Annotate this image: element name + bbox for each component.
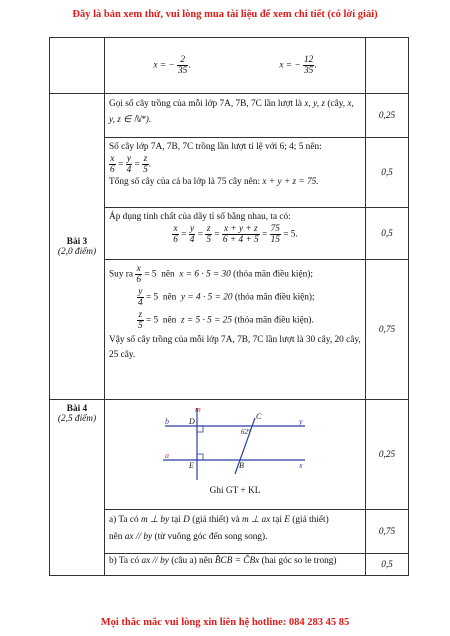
top-left-fraction: $\frac{2}{35}$ bbox=[178, 55, 188, 76]
bai4-label: Bài 4 (2,5 điểm) bbox=[50, 400, 105, 576]
bai3-row2: Số cây lớp 7A, 7B, 7C trồng lần lượt tỉ lệ với 6; 4; 5 nên: $\frac{x}{6}$ = $\frac{y}{4}$ = $\frac{z}{5}$ . Tổng số cây của cả ba lớp là 75 cây nên: x + y + z = 75. bbox=[105, 138, 366, 208]
solution-table bbox=[49, 37, 409, 576]
label-C: C bbox=[256, 412, 262, 421]
bai3-row2-score: 0,5 bbox=[366, 138, 409, 208]
label-a: a bbox=[165, 451, 169, 460]
dãy-tỉ-số-equation: $\frac{x}{6}$ = $\frac{y}{4}$ = $\frac{z}{5}$ = $\frac{x + y + z}{6 + 4 + 5}$ = $\frac{75}{15}$ = 5. bbox=[173, 224, 298, 245]
bai3-row1-score: 0,25 bbox=[366, 94, 409, 138]
footer-banner: Mọi thắc mắc vui lòng xin liên hệ hotline: 084 283 45 85 bbox=[100, 617, 350, 628]
bai4-figure-score: 0,25 bbox=[366, 400, 409, 510]
top-left-expr: x = − bbox=[153, 60, 175, 71]
bai3-label: Bài 3 (2,0 điểm) bbox=[50, 94, 105, 400]
bai4-row-a-score: 0,75 bbox=[366, 510, 409, 554]
label-E: E bbox=[189, 461, 194, 470]
gt-kl: Ghi GT + KL bbox=[209, 486, 261, 496]
bai4-row-b: b) Ta có ax // by (câu a) nên B̂CB = ĈBx (hai góc so le trong) bbox=[105, 554, 366, 576]
label-angle: 62° bbox=[241, 428, 251, 436]
table-row bbox=[50, 94, 409, 138]
label-m: m bbox=[195, 405, 201, 414]
label-D: D bbox=[189, 417, 195, 426]
bai3-row1: Gọi số cây trồng của mỗi lớp 7A, 7B, 7C lần lượt là x, y, z (cây, x, y, z ∈ ℕ*). bbox=[105, 94, 366, 138]
label-y: y bbox=[299, 417, 303, 426]
header-banner: Đây là bản xem thử, vui lòng mua tài liệu để xem chi tiết (có lời giải) bbox=[72, 9, 378, 20]
ratio-equation: $\frac{x}{6}$ = $\frac{y}{4}$ = $\frac{z}{5}$ . bbox=[110, 154, 152, 175]
bai3-row3-score: 0,5 bbox=[366, 208, 409, 260]
bai4-row-a: a) Ta có m ⊥ by tại D (giả thiết) và m ⊥ ax tại E (giả thiết) nên ax // by (từ vuông góc đến song song). bbox=[105, 510, 366, 554]
bai4-figure-cell bbox=[105, 400, 366, 510]
bai3-row4: Suy ra $\frac{x}{6}$ = 5 nên x = 6 · 5 = 30 (thỏa mãn điều kiện); $\frac{y}{4}$ = 5 nên y = 4 · 5 = 20 (thỏa mãn điều kiện); $\frac{z}{5}$ = 5 nên z = 5 · 5 = 25 (thỏa mãn điều kiện). Vậy số cây trồng của mỗi lớp 7A, 7B, 7C lần lượt là 30 cây, 20 cây, 25 cây. bbox=[105, 260, 366, 400]
bai4-row-b-score: 0,5 bbox=[366, 554, 409, 576]
top-right-fraction: $\frac{12}{35}$ bbox=[304, 55, 314, 76]
empty-score-cell bbox=[366, 38, 409, 94]
table-row bbox=[50, 400, 409, 510]
bai3-row3: Áp dụng tính chất của dãy tỉ số bằng nhau, ta có: $\frac{x}{6}$ = $\frac{y}{4}$ = $\frac{z}{5}$ = $\frac{x + y + z}{6 + 4 + 5}$ = $\frac{75}{15}$ = 5. bbox=[105, 208, 366, 260]
label-x: x bbox=[299, 461, 303, 470]
label-B: B bbox=[239, 461, 244, 470]
label-b: b bbox=[165, 417, 169, 426]
geometry-figure bbox=[155, 404, 315, 484]
table-row bbox=[50, 38, 409, 94]
top-right-expr: x = − bbox=[279, 60, 301, 71]
top-row-content: x = − $\frac{2}{35}$ . x = − $\frac{12}{35}$ . bbox=[105, 38, 366, 94]
empty-label-cell bbox=[50, 38, 105, 94]
bai3-row4-score: 0,75 bbox=[366, 260, 409, 400]
